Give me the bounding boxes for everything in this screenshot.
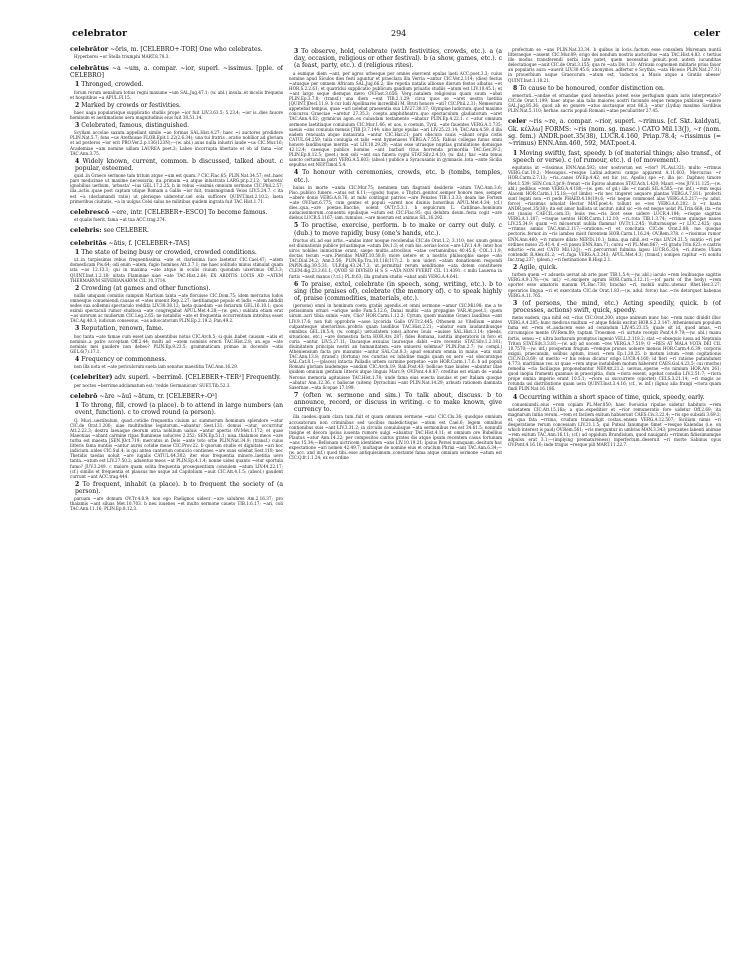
headword: celebrātus [70,63,109,72]
dictionary-entry [508,118,721,447]
definition-text: To observe, hold, celebrate (with festivities, crowds, etc.). a (a day, occasion, religious or other festival). b (a show, games, etc.). c (a feast, party, etc.). d (religious rites). [294,48,502,70]
dictionary-entry [70,240,283,370]
headword: (celebriter) [70,373,113,382]
sense-number: 1 [75,249,80,257]
sense-number: 4 [75,157,80,165]
dictionary-entry [70,46,283,60]
sense-definition [508,300,721,314]
definition-text: To frequent, inhabit (a place). b to frequent the society of (a person). [75,480,283,495]
sense-number: 2 [75,284,80,292]
dictionary-entry [70,227,283,234]
entry-headline [70,46,283,53]
definition-text: To praise, extol, celebrate (in speech, song, writing, etc.). b to sing (the praises of), celebrate (the memory of). c to speak highly of, praise (commodities, materials, etc.). [294,280,502,303]
citations: fructus oti..ad eas artis..~andas inter nosque recolendas CIC.de Orat.1.2; 3.110; nec unum genus est diuinationis publice priuatimque ~atum Div.1.3; et cum his..serias locos ~are LIV.1.4.9; inter hos uiros nobiles inimicitiae erant, saepe multis..atrocibus ~atae certaminibus 40.45.6; COL.1.1.9; doctas tecum ~are..Pieridas MART.10.58.8; more uetere et a nostris philosophis saepe ~ato TAC.Dial.24.2; Ann.2.56; PLIN.Ep.Tra.10.116(117).2. b non uideri ~atam donationem respondi PAPIN.dig.39.5.31; ULP.dig.43.24.7.3; ut..permittat rerum uenditione ~ata dotem constituere CLEM.dig.23.3.61.1; QVOD SI DIVISIO H S S ~ATA NON FVERIT CIL 11.4391. c mihi Lauerna in furtis ~assit manus (?.r.l.) PL.fr.63; illa gradum studio ~abat anili VERG.A.4.641. [289,237,502,279]
definition-text: Thronged, crowded. [81,81,144,89]
citations: quid..in Graeco sermone tam tritum atque ~um est quam..? CIC.Flac.65; PLIN.Nat.34.57; est..haec pars medicinae ut maxime necessaria, ita..primum ~a atque inlustrata LARG.pr.p.2,l.2; 'arboreta' ignobilius uerbum, 'arbusta' ~ius GEL.17.2.25. b in rebus ~issimis omnium sermone CIC.Phil.2.57; illa..actio..quae post captam utique Romam a Gallis ~ior fuit, transmigrandi Veios LIV.5.24.7. c ita est ~a (declamandi ratio) ut plerisque uideretur..uel sola sufficere QUINT.Inst.2.10.2; laeta primoribus ciuitatis, ~a in uulgus Celsi salus ne militibus quidem ingrata fuit TAC.Hist.1.71. [70,173,283,204]
definition-text: (of persons, the mind, etc.) Acting speedily, quick. b (of processes, actions) swift, quick, speedy. [513,299,721,314]
definition-text: To cause to be honoured, confer distinction on. [519,84,665,92]
grammar-info: see CELEBER. [103,227,149,235]
definition-text: Widely known, current, common. b discussed, talked about. c popular, esteemed. [75,157,283,172]
sense-definition [70,102,283,109]
grammar-info: ~āre ~āuī ~ātum, tr. [CELEBER+-O²] [99,392,217,400]
sense-number: 1 [75,402,80,410]
citations: mens eadem, qua nihil est ~rius CIC.Orat.200; atque animum nunc huc ~rem nunc diuidit illuc VERG.A.4.285; hunc medicus multum ~r atque fidelis excitat HOR.S.2.3.147; Atheniensium populum fama est ~rem et..audacem esse ad conandum LIV.45.23.15; quale sit id, quod amas, ~ri circumspice mente OV.Rem.89; raptam Troesmen ~ri uirtute recepit Pont.4.9.79;—(w. abl.) manu fortis, sensu ~r, ultra barbarum promptus ingenio VELL.2.118.2; stat ~r obsequio iussa ad Neptunia Triton STAT.Silv.3.3.81;—(w. ad) ad uocem ~res VERG.A.7.519; O ~RES AT MALA VOTA DEI CIL 10.7570;—(w. inf.) prosperam frugum ~remque pronos uoluere mensis HOR.Carm.4.6.39; corporis exigui, praecanum, solibus aptum, irasci ~rem Ep.1.20.25. b motum istum ~rem cogitationis CIC.N.D.3.69; ut merito ~r his rebus dicatur origo LUCR.4.160; id fieri ~ri ratione putandumst 4.773; maritimae res..ut quae ~rem atque instabilem motum haberent CAES.Gal.4.23.5; cui (morbo) remedia ~ria faciliaque proponebantur NEP.Att.21.2; uersus..operae ~ris nimium HOR.Ars 261; quod inopia frumenti quamuis in praecipitia, dum ~riora essent, agebat consilia LIV.2.51.7; ~riora prope omnia imperio erant 10.5.1; ~riore ui succurrere (oportet) CELS.3.21.14; ~ri magis ac rotunda usi distributione quam uera QUINT.Inst.3.4.16; (cf., w. inf.) (ligna) alia frangi ~riora quam findi PLIN.Nat.16.186. [508,315,721,392]
definition-text: To honour with ceremonies, crowds, etc. b (tombs, temples, etc.). [294,169,502,184]
entry-headline [70,393,283,400]
citations: turben quem ~r adsueta uersat ab arte puer TIB.1.5.4;—(w. abl.) iaculo ~rem leuibusque sagittis VERG.A.9.178;—(w. inf.) ~r..excipere aprum HOR.Carm.3.12.11;—(of parts of the body) ~rem oportet esse amatoris manum PL.Bac.738; brachio ~ri, mobili uultu..utemur Rhet.Her.3.27; operarios lingua ~ri et exercitata CIC.de Orat.1.83;—(w. adul. force) hac..~ris detorquet habenas VERG.A.11.765. [508,272,721,298]
sense-definition [70,481,283,495]
citations: forum rerum uenalium totius regni maxume ~um SAL.Jug.47.1; (w. abl.) insula..et incolis frequens et hospitibus ~a APUL.Fl.15. [70,89,283,100]
text-columns [70,46,722,516]
citations: ut..in turpissimis rebus frequentissima ~ate et clarissima luce laetetur CIC.Cael.47; ~atem domesticam Pis.64; odi enim ~atem, fugio homines Att.3.7.1; me haec solitudo minus stimulat quam ista ~as 12.13.1; qui in maxima ~ate atque in oculis ciuium quondam uixerimus Off.3.3; QUINT.Inst.1.2.18; uitata Flaminiae uiae ~ate TAC.Hist.2.64; EX ABDITIS LOCIS AD ~ATEM THERMARVM SEVERIANARVM CIL 10.3714. [70,257,283,283]
citations: (persons) omni in hominum coetu gratiis agendis..et omni sermone ~amur CIC.Mil.98; me a te potissimum ornari ~arique uelle Fam.5.12.6; Danai multis ~ata propagine VAR.At.poet.1; quem uirum..acri tibia sumis ~are, Clio? HOR.Carm.1.12.2; Cyrum, quem maxime Graeci laudibus ~ant LIV.9.17.6; non fuit opprobrio ~asse Lycorida Gallo OV.Tr.2.445; Othonem ac Vitellium ~antes culpantesque uberioribus..probris quam laudibus TAC.Hist.2.21; ~abatur eum laudantibusque omnibus GEL.18.5.4; (w. compl.) uetustatem (ons)..altores Iouis ~auisse SAL.Hist.3.14; (deeds, situations, etc.) ~are domestica facta HOR.Ars 287; fides Romana, iustitia imperatoris in foro et curia ~antur LIV.5.27.11; Dacasque..exuuias laurosque dabit ~are recentis STAT.Silv.1.2.181; diuinitatem principis nostri an humanitatem..~are uniuersi solemus? PLIN.Pan.2.7; (w. compl.) Atheniensium facta pro maxumis ~antur SAL.Cat.8.3; apud senatum omnia in maius ~ata sunt TAC.Ann.13.8; (transf.) (fortuna) res cunctas ex lubidine magis quam ex uero ~at obscuratque SAL.Cat.8.1;—(places) intacta Palladis urbem carmine perpetuo ~are HOR.Carm.1.7.6. b ad populi Romani gloriam laudemque ~andam CIC.Arch.19; Rab.Post.43; bellicae tuae laudes ~abuntur illae quidem omnium gentium litteris atque linguis Marc.9; OV.Pont.4.8.87; creditus est etiam de ~anda Neronis memoria agitauisse TAC.Hist.1.78; unde fama eius euecta insulas et per Italiam quoque ~abatur Ann.12.36. c baliscae (uitem) Dyrrachini ~ant PLIN.Nat.14.29; arbusti rationem damnata Sasernae..~ata Scopae 17.199. [289,303,502,390]
citations: nullis umquam comitiis campum Martium tanta ~ate floruisse CIC.Dom.75; idem mercatus ludos omnesque conueniendi causas et ~ates inuenit Rep.2.27; laetitiamque populo et ludis ~atem addidit sedes sua sollemni spectaculo reddita LIV.30.38.12; laeta quaedam ~as feriarum GEL.16.10.1; quos eximii spectaculi rumor studiosa ~ate congregabat APUL.Met.4.28;—(w. gen.) sublata etiam erat ~as uirorum ac mulierum CIC.Leg.2.65; ne notabilis ~ate et frequentia occurrentium introitus esset TAC.Ag.40.3; iudicum consessus, ~as aduocatorum PLIN.Ep.2.19.2; Pan.49.2. [70,292,283,324]
sense-definition [289,281,502,303]
dictionary-page [70,24,722,512]
definition-text: Moving swiftly, fast, speedy. b (of material things; also transf., of speech or verse). c (of rumour, etc.). d (of movement). [513,149,721,165]
dictionary-entry [70,209,283,223]
citations: profectum se ~ans PLIN.Nat.33.34. b quibus in locis..factum esse consulem Murenam nuntii litteraeque ~assent CIC.Mur.89; origo dei nondum nostris auctoribus ~ata TAC.Hist.4.83. c tertius ille modus transferendi uerbi late patet, quem necessitas genuit..post autem iucunditas delectatioque ~auit CIC.de Orat.3.155; qua re ~ata Div.1.31; Africani cognomen militaris prius fauor an popularis aura ~auerit LIV.30.45.6; anonymos..adfertur e Scythia, ~ata Hicesio PLIN.Nat.27.31; in prouerbium usque Graecorum ~atum est, 'indoctos a Musis atque a Gratiis abesse' QUINT.Inst.1.10.21. [508,47,721,83]
column-3 [508,46,721,516]
dictionary-entry [70,65,283,204]
citations: equitatus ut ~rissimus ENN.Ann.592; uter uostrorum est ~rior? PL.Aul.321; multo ~rrimus VERG.Cat.10.2; Messapus..~resque Latini..aduersi campo apparent A.11.603; Mercurius ~r HOR.Carm.2.7.13; ~ris..canes OV.Ep.4.42; est hic (sc. Apollo) spe ~r, illa (sc. Daphne) timore Met.1.539; SEN.Con.3.pr.9; frenat ~ris Epiros alumnos STAT.Ach.1.420; Mauri ~res JUV.11.125;—(w. abl.) pedibus ~rem VERG.A.4.180;—(w. gen. of gd.) ille ~r nandi SIL.4.585;—(w. inf.) ~rem sequi Alacem HOR.Carm.1.15.18;—(of limbs) ~ris nec tingeret aequore plantas VERG.A.7.811; profecti sunt legati non ~ri pede PHAED.4.18(19).6; ~ris neque commouet alas VERG.A.5.217;—(w. adul. force) ~rissimus aduolat Hector MAT.poet.4; tollunt se ~res VERG.A.6.202. b ~r hasta ANDR.poet.35(38); ita est amor ballista ut iacitur: nihil sic ~re est neque uolat PL.Trin.668; ita ~ris est (nauis) CAECIL.com.33; leuis res..~ris licet esse uidere LUCR.4.184; ~risque sagittas VERG.A.1.187; ~risque uentos HOR.Carm.1.12.10; ~ri..rota TIB.1.3.74; ~rrimae quinque naues LIV.25.34.9; quam ~ri micuerunt nubila flamma! OV.Tr.1.2.45; Vulturnusque ~r LUC.2.425; qua ~rrimus amnis TAC.Ann.2.117;—oratione..~ri et concitata CIC.de Orat.2.88; me quoque pectoris..feruor..in ~ris iambos misit furentem HOR.Carm.1.16.24; OV.Rem.378. c ~rissimus rumor ENN.Ann.460; ~ri rumore dilato NEP.Di.10.1; fama..qua nihil..est ~rius LIV.24.21.5; nuntio ~ri per ordines misso 25.41.4. d ~ri passu ENN.Ann.71; cursu ~ri PL.Men.867; ~ri gradu Trin.623; e castris eductio ~ris..est CATO Mil.12(J); ~ri..percurrunt fulmina lapsu LUCR.6.324; ~ri..itinere Uliam contendit B.Alex.61.2; ~ri..fuga VERG.A.3.243; APUL.Met.4.3; (transf.) sonipes rapitur ~ri sonitu Inc.trag.237; (pleon.) ~ri festinatione B.Hisp.2.1. [508,165,721,262]
citations: hoc tanta ~ate famae cum esset iam absentibus notus CIC.Arch.5; si quis..habet causam ~atis et nominis..a patre acceptam Off.2.44; multi ad ~atem nominis erecti TAC.Hist.2.8; an..ego ~ate nominis mei gaudere non debeo? PLIN.Ep.9.23.5; grammaticum primae in docendo ~atis GEL.6(7).17.1. [70,333,283,354]
headword: celebris: [70,226,102,235]
sense-number: 3 [75,325,80,333]
citations: a eumque diem ~ant, per agros urbesque per omnes exercent epulas laeti ACC.poet.3.3; cuius nomine apud Siculos dies festi aguntur et praeclara illa Verria ~antur CIC.Ver.2.114; (dies) festus ~atusque per omnem Africam SAL.Jug.66.2; ille repotia natalis alliosue dierum festos albatus ~et HOR.S.2.2.61; et quatridui supplicatio publicum gaudium priuatis studiis ~atum est LIV.10.45.1; et ~ant largo seque diemque mero OV.Fast.3.656; Verg..natalem religiosius quam suum ~abat PLIN.Ep.3.7.8; (transf.) una diem ~ent TIB.2.1.29; circa quos se ~aret uestra laetitia [QUINT.]Decl.11.9. b cur ludi Apollinares incredibili M. Bruti honore ~ati? CIC.Phil.2.31; Nemeorum appetebat tempus, quae ~ari uolebat praesentia sua LIV.27.30.17; Olympiae ludicrum..quod maximo concursu Graeciae ~aretur 27.35.3; coepto..amphitheatro..quo spectaculum gladiatorum ~aret TAC.Ann.4.62; gymnicus agon..ex cuiusdam testamento ~abatur PLIN.Ep.4.22.1. c ~atur omnium sermone laetitiaque conuiuium CIC.Mur.1.66; et uos, o coetum, Tyrii, ~ate fauentes VERG.A.1.735; saeuis ~ans conuiuia mensis [TIB.]3.7.144; uino largo epulas ~ari LIV.25.23.14; TAC.Ann.4.59. d illa eadem renouata atque instaurata ~antur CIC.Har.21; pars obscura cauis ~abant orgia cistis CATUL.64.259; talia coniugia et talis ~ent hymenaeos VERG.A.7.555; Fabius collegae funus omni honore laudibusque meritis ~at LIV.10.29.20; ~atas esse utrasque nuptias gratulatione domisque 42.12.4; caesique publice homine ~ant barbari ritus horrenda primordia TAC.Ger.39.2; PLIN.Ep.8.12.5; (poet.) non soli ~ant sua funera cygni STAT.Silv.2.4.10; (w. dat.) hac ~ata tenus sancto certamina patri VERG.A.5.603; (absol.) publice a Syracusanis in gymnasio..tota ~ante Sicilia sepultus est NEP.Timol.5.4. [289,70,502,168]
dictionary-entry [70,393,283,512]
sense-definition [70,356,283,363]
definition-text: Marked by crowds or festivities. [81,101,181,109]
citations: illa caedes..quam clara tum..fuit et quam omnium sermone ~ata! CIC.Clu.36; quodque omnium accusatorum non criminibus sed uocibus maledictisque ~atum est Cael.6; legem omnibus contionibus suis ~ant LIV.3.31.2; in circulis conuiuiisque ~ata sermonibus res est 34.61.5; nonnulli insigne et decora ipsius iuuenta rumore uulgi ~abantur TAC.Hist.4.11; et omnium ore Rubellius Plautus ~atur Ann.14.22; per compositos cantus grates dis atque ipsam recentem casus fortunam ~ans 15.34;—Bellonam uictricem identidem ~ans LIV.10.19.21; ipsius Persei numquam..desitum hac expectatione ~ari nomen 42.49.7; multaque de nomine eius et oraclum Phrixi ~ant TAC.Ann.6.34;—(w. acc. and inf.) quod tibi..esse antiquissimum..constante fama atque omnium sermone ~atum est CIC.Q.fr.1.1.24; ex eo ordine [289,414,502,461]
entry-headline [508,118,721,148]
citations: Hyperborei ~or Stella triumphi MART.8.78.3. [74,54,170,60]
definition-text: Agile, quick. [519,264,558,272]
sense-number: 3 [75,122,80,130]
sense-definition [289,48,502,70]
sense-number: 1 [75,81,80,89]
dictionary-entry [508,47,721,113]
grammar-info: adv. superl. ~berrimē. [CELEBER+-TER²] Frequently. [114,374,281,382]
sense-number: 8 [513,84,518,92]
running-header [70,24,722,44]
entry-headline [70,209,283,216]
sense-number: 5 [294,222,299,230]
entry-headline [70,65,283,80]
headword: celebritās [70,238,107,247]
sense-definition [508,150,721,164]
headword: celebrō [70,391,98,400]
definition-text: Celebrated, famous, distinguished. [81,122,190,130]
entry-headline [70,374,283,381]
citations: Q. Muci..uestibulum, quod..cotidie frequentia ciuium ac summorum hominum splendore ~atur CIC.de Orat.1.200; uiae multitudine legatorum..~abantur Sest.131; domus ~atur, occurritur Att.2.22.3; dextra laeuaque deorum atria nobilium ualuis ~antur apertis OV.Met.1.172; et quae Maeonias ~abant carmine ripas flumineae uolucres 2.252; SEN.Ep.51.1; nisa..thalamos meos ~are turba est maesta [SEN.]Oct.719; mercatus in Delo ~ante toto orbe PLIN.Nat.34.9; (transf.) cuius litteris fama nuntiis ~antur aures cotidie meae CIC.Prov.22. b quorum studio et dignitate ~ari hoc indicium..uides CIC.Sul.4; is qui antea cantorum conuicio contiones ~are suas solebat Sest.118; nec Thetidis taedas uoluit ~are iugalis CATUL.64.302; iter eius frequentia minore..laetitia uero tanta..~atum est LIV.27.50.2; aduentus meos ~at PLIN.Ep.4.1.4; nonne uides quanto ~etur sportula fumo? JUV.3.249. c maiore quam solita frequentia prosequentium consulem ~atum LIV.44.22.17; (cf.) similis et frequentia et plausus me usque ad Capitolium ~auit CIC.Att.4.1.5; (absol.) gaudent currunt ~ant ACC.trag.444. [70,417,283,479]
entry-headline [70,240,283,247]
definition-text: To throng, fill, crowd (a place). b to attend in large numbers (an event, function). c to crowd round (a person). [75,402,283,417]
citations: conueniundi..eius ~rem copiam PL.Mer.850; haec δυσωπία ripulae uidetur habitura ~rem satietatem CIC.Att.15.16a; a quo..expeditior et ~rior remuneratio fore uidetur Off.2.69; ita magnarum initia rerum..~rem et facilem exitum habuerunt CAES.Civ.3.22.4; ~ris spe subsidi 3.69.2; et, qua fata ~rrima, crudum transadigit costas..ensem VERG.A.12.507; Siciliam nimis ~ri desperatione rerum concessam LIV.21.1.5; qui Puteal Ianumque timet ~resque Kalendas (i.e. on which interest is paid) OV.Rem.561; ~ris merguntur in umbras MAN.3.343; precantes labenti animae ~rem exitum TAC.Ann.16.11; (cf.) ad oppidum Brundisium, quod nauiganti ~rrimum fidissimumque adpulsu erat 3.1;—(implying prematureness) inperfectum..deseruit ~ri morte Sabinus opus OV.Pont.4.16.16; inde tragus ~resque pili MART.11.22.7. [508,401,721,448]
sense-number: 2 [513,264,518,272]
sense-definition [289,169,502,183]
sense-number: 4 [513,393,518,401]
sense-definition [289,222,502,236]
citations: paruam ~are domum OV.Tr.4.8.9; non ego Paelignos uideor ~are salubres Am.2.16.37; pro thalamis ~ant siluas Met.10.703. b neu iuuenes ~et multo sermone caueto TIB.1.6.17; ~ari, coli TAC.Ann.11.16; PLIN.Ep.8.12.3. [70,496,283,512]
sense-definition [289,392,502,414]
grammar-info: ~ātis, f. [CELEBER+-TAS] [108,239,190,247]
sense-number: 2 [75,101,80,109]
column-1 [70,46,283,516]
sense-number: 3 [294,48,299,55]
citations: senectuti..~andae et ornandae quod honestius potest esse perfugium quam iuris interpretatio? CIC.de Orat.1.199; haec atque alia talia maiores uostri faciundo seque remque publicam ~auere SAL.Jug.85.36; quod ab eo genere ~atus auctusque erat 86.3; ~atur (Lydia) maxime Sardibus PLIN.Nat.5.110; herbae..sacris populi Romani ~atae peculiariter 27.45. [508,92,721,114]
dictionary-entry [289,48,502,460]
sense-definition [70,81,283,88]
sense-number: 4 [75,356,80,364]
definition-text: Crowding (at games and other functions). [81,284,211,292]
definition-text: (often w. sermone and sim.) To talk about, discuss. b to announce, record, or discuss in writing. c to make known, give currency to. [294,391,502,414]
sense-definition [70,122,283,129]
sense-definition [70,158,283,172]
citations: huius in morte ~anda CIC.Mur.75; neminem tam flagranti desiderio ~atum TAC.Ann.3.6; Piso..publico funere..~atus est 6.11;—(gods) tuque, o Thybri..genitor..semper honore meo, semper ~abere donis VERG.A.8.76; at mihi contingat patrios ~are Penates TIB.1.3.33; deam lae Fortem ~ate OV.Fast.6.775; cum gentes et populi ~arent nos diuinis honoribus APUL.Met.4.34; (cf.) dies..qua..~are poetae..Bacche, solent OV.Tr.5.3.1. b sepulcrum L. Catilinae..hominum audacissimorum..conuentu epulisque ~atum est CIC.Flac.95; qui delubra deum..festa cogit ~are diebus LUCR.5.1167; iam..tumulos..~are moerum est animus SIL.16.292. [289,184,502,221]
definition-text: The state of being busy or crowded, crowded conditions. [81,249,257,257]
column-2 [289,46,502,516]
left-guideword: celebrator [72,28,128,39]
citations: per noctes ~berrime adclamatum est: 'redde Germanicum' SUET.Tib.52.3. [74,382,231,388]
sense-number: 3 [513,299,518,307]
sense-number: 2 [75,480,80,488]
grammar-info: ~ris ~re, a. compar. ~rior, superl. ~rrimus. [cf. Skt. kaldyati, Gk. κέλλω] FORMS: ~ris (nom. sg. masc.) CATO Mil.13(J), ~r (nom. sg. fem.) ANDR.poet.35(38), LUCR.4.160, Priap.78.4; ~rissimus (= ~rrimus) ENN.Ann.460, 592, MAT.poet.4. [508,118,721,148]
dictionary-entry [70,374,283,388]
sense-number: 4 [294,169,299,177]
grammar-info: ~ōris, m. [CELEBRO+-TOR] One who celebrates. [110,46,263,53]
headword: celer [508,117,527,126]
entry-headline [70,227,283,234]
citations: et qualis fuerit, fama ~at tua ACC.trag.274. [74,217,167,223]
sense-definition [70,325,283,332]
sense-number: 6 [294,280,299,288]
sense-number: 1 [513,149,518,157]
headword: celebrescō [70,207,110,216]
definition-text: Reputation, renown, fame. [81,325,164,333]
sense-number: 7 [294,391,299,399]
citations: non illa nota et ~ate periculorum sueta iam senatus maestitia TAC.Ann.16.29. [74,364,239,370]
definition-text: Occurring within a short space of time, quick, speedy, early. [519,393,705,401]
definition-text: Frequency or commonness. [81,356,167,364]
page-number: 294 [391,29,407,38]
sense-definition [508,85,721,92]
right-guideword: celer [693,28,720,39]
sense-definition [508,264,721,271]
sense-definition [70,402,283,416]
citations: Scyllam accolae saxum..appellant simile ~ae formas SAL.Hist.4.27; haec ~i auctores prodidere PLIN.Nat.5.7; fons ~us Arethusae FLOR.Epit.1.22(2.6.34); una tui fratris ..oratio nobilior ad gloriam et ad posteros ~ior erit PRO.Ver.2.p.136(123N);—(w. abl.) auus nulla inlustri laude ~us CIC.Mur.16; Academiae ~am nomine uillam LAUREA poet.3; Labeo incorrupta libertate et ob id fama ~ior TAC.Ann.3.75. [70,130,283,156]
sense-definition [508,394,721,401]
headword: celebrātor [70,46,109,53]
grammar-info: ~a ~um, a. compar. ~ior, superl. ~issimus. [pple. of CELEBRO] [70,64,283,79]
sense-definition [70,285,283,292]
citations: haec uaga popularisque supplicatio studiis prope ~ior fuit LIV.3.63.5; 5.23.4; ~ior is..dies fauore hominum et aestimatione uera magnitudinis eius fuit 38.51.14. [70,109,283,120]
sense-definition [70,249,283,256]
grammar-info: ~ere, intr. [CELEBER+-ESCO] To become famous. [111,208,268,216]
definition-text: To practise, exercise, perform. b to make or carry out duly. c (dub.) to move rapidly, busy (one's hands, etc.). [294,222,502,237]
